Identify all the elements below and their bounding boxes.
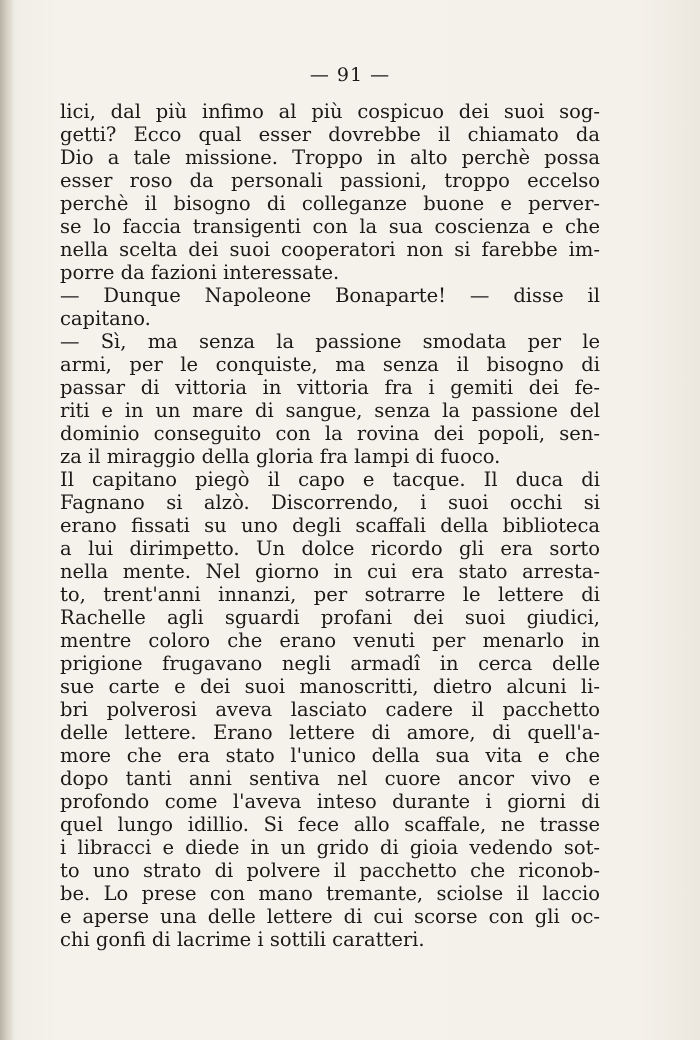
text-line: lici, dal più infimo al più cospicuo dei suoi sog-	[60, 100, 600, 123]
text-line: chi gonfi di lacrime i sottili caratteri.	[60, 928, 425, 951]
text-line: be. Lo prese con mano tremante, sciolse il laccio	[60, 882, 600, 905]
text-line: delle lettere. Erano lettere di amore, di quell'a-	[60, 721, 600, 744]
text-line: — Dunque Napoleone Bonaparte! — disse il	[60, 284, 600, 307]
text-line: mentre coloro che erano venuti per menarlo in	[60, 629, 600, 652]
text-line: nella mente. Nel giorno in cui era stato arresta-	[60, 560, 600, 583]
text-line: dopo tanti anni sentiva nel cuore ancor vivo e	[60, 767, 600, 790]
page-number: — 91 —	[309, 64, 391, 86]
text-line: capitano.	[60, 307, 151, 330]
text-line: bri polverosi aveva lasciato cadere il pacchetto	[60, 698, 600, 721]
text-line: prigione frugavano negli armadî in cerca delle	[60, 652, 600, 675]
binding-shadow	[0, 0, 14, 1040]
text-line: quel lungo idillio. Si fece allo scaffale, ne trasse	[60, 813, 600, 836]
text-line: esser roso da personali passioni, troppo eccelso	[60, 169, 600, 192]
text-line: passar di vittoria in vittoria fra i gemiti dei fe-	[60, 376, 600, 399]
text-line: porre da fazioni interessate.	[60, 261, 340, 284]
text-line: to uno strato di polvere il pacchetto che riconob-	[60, 859, 600, 882]
text-line: riti e in un mare di sangue, senza la passione del	[60, 399, 600, 422]
text-line: za il miraggio della gloria fra lampi di fuoco.	[60, 445, 501, 468]
text-line: a lui dirimpetto. Un dolce ricordo gli era sorto	[60, 537, 600, 560]
text-line: dominio conseguito con la rovina dei popoli, sen-	[60, 422, 600, 445]
text-line: erano fissati su uno degli scaffali della biblioteca	[60, 514, 600, 537]
text-line: nella scelta dei suoi cooperatori non si farebbe im-	[60, 238, 600, 261]
text-line: Il capitano piegò il capo e tacque. Il duca di	[60, 468, 600, 491]
body-text	[60, 100, 600, 951]
text-line: Fagnano si alzò. Discorrendo, i suoi occhi si	[60, 491, 600, 514]
text-line: i libracci e diede in un grido di gioia vedendo sot-	[60, 836, 600, 859]
text-line: profondo come l'aveva inteso durante i giorni di	[60, 790, 600, 813]
text-line: armi, per le conquiste, ma senza il bisogno di	[60, 353, 600, 376]
text-line: se lo faccia transigenti con la sua coscienza e che	[60, 215, 600, 238]
text-line: getti? Ecco qual esser dovrebbe il chiamato da	[60, 123, 600, 146]
text-line: to, trent'anni innanzi, per sotrarre le lettere di	[60, 583, 600, 606]
text-line: more che era stato l'unico della sua vita e che	[60, 744, 600, 767]
text-line: Rachelle agli sguardi profani dei suoi giudici,	[60, 606, 600, 629]
text-line: perchè il bisogno di colleganze buone e perver-	[60, 192, 600, 215]
text-line: sue carte e dei suoi manoscritti, dietro alcuni li-	[60, 675, 600, 698]
text-line: Dio a tale missione. Troppo in alto perchè possa	[60, 146, 600, 169]
text-line: e aperse una delle lettere di cui scorse con gli oc-	[60, 905, 600, 928]
text-line: — Sì, ma senza la passione smodata per le	[60, 330, 600, 353]
